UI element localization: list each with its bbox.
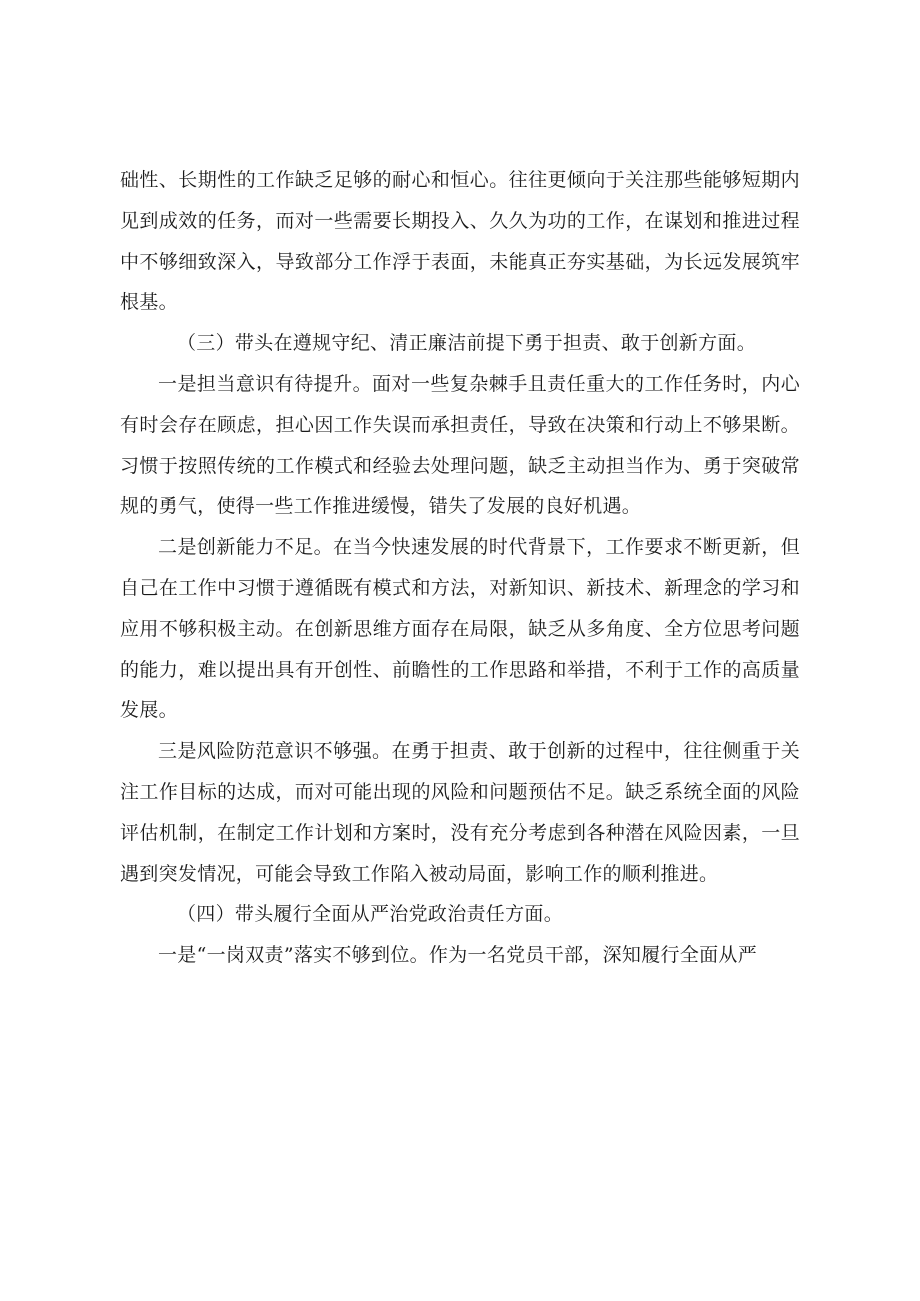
- paragraph-risk-prevention: 三是风险防范意识不够强。在勇于担责、敢于创新的过程中，往往侧重于关注工作目标的达成，而对可能出现的风险和问题预估不足。缺乏系统全面的风险评估机制，在制定工作计划和方案时，没有充分考虑到各种潜在风险因素，一旦遇到突发情况，可能会导致工作陷入被动局面，影响工作的顺利推进。: [120, 740, 800, 885]
- section-heading-three: （三）带头在遵规守纪、清正廉洁前提下勇于担责、敢于创新方面。: [177, 332, 757, 355]
- paragraph-continued: 础性、长期性的工作缺乏足够的耐心和恒心。往往更倾向于关注那些能够短期内见到成效的任务，而对一些需要长期投入、久久为功的工作，在谋划和推进过程中不够细致深入，导致部分工作浮于表面，未能真正夯实基础，为长远发展筑牢根基。: [120, 169, 800, 314]
- paragraph-dual-responsibility: 一是“一岗双责”落实不够到位。作为一名党员干部，深知履行全面从严: [158, 944, 758, 967]
- section-heading-four: （四）带头履行全面从严治党政治责任方面。: [177, 903, 564, 926]
- document-body: [120, 160, 800, 976]
- paragraph-responsibility-awareness: 一是担当意识有待提升。面对一些复杂棘手且责任重大的工作任务时，内心有时会存在顾虑，担心因工作失误而承担责任，导致在决策和行动上不够果断。习惯于按照传统的工作模式和经验去处理问题，缺乏主动担当作为、勇于突破常规的勇气，使得一些工作推进缓慢，错失了发展的良好机遇。: [120, 372, 800, 518]
- paragraph-innovation-ability: 二是创新能力不足。在当今快速发展的时代背景下，工作要求不断更新，但自己在工作中习惯于遵循既有模式和方法，对新知识、新技术、新理念的学习和应用不够积极主动。在创新思维方面存在局限，缺乏从多角度、全方位思考问题的能力，难以提出具有开创性、前瞻性的工作思路和举措，不利于工作的高质量发展。: [120, 536, 800, 722]
